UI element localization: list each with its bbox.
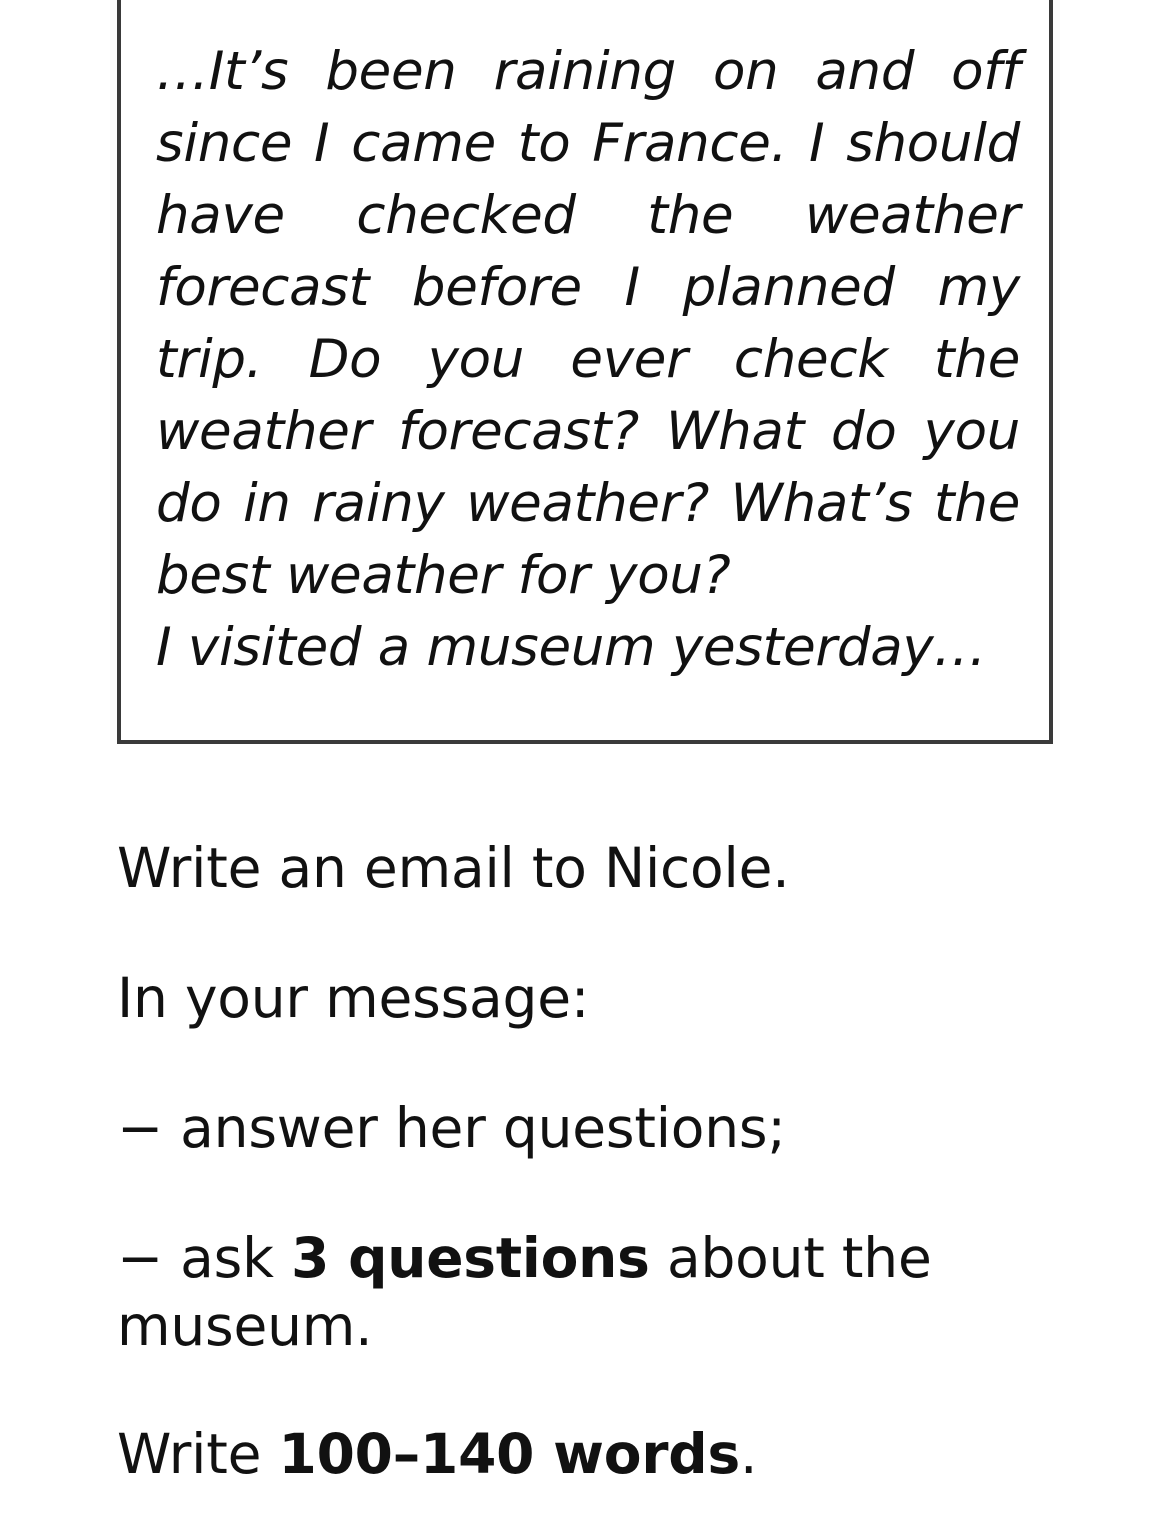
task-word-count	[117, 1420, 1057, 1488]
task-message-heading-text: In your message:	[117, 966, 590, 1030]
task-word-count-prefix: Write	[117, 1422, 279, 1486]
letter-closing-line: I visited a museum yesterday…	[156, 617, 987, 678]
letter-excerpt-text	[156, 36, 1020, 684]
task-bullet-answer-text: − answer her questions;	[117, 1096, 786, 1160]
task-bullet-ask-emphasis: 3 questions	[291, 1226, 650, 1290]
letter-paragraph: …It’s been raining on and off since I came to France. I should have checked the weather forecast before I planned my trip. Do you ever check the weather forecast? What do you do in rainy weather? What’s the best weather for you?	[156, 41, 1020, 606]
task-bullet-ask	[117, 1224, 1057, 1360]
task-bullet-ask-suffix: about the museum.	[117, 1226, 932, 1358]
letter-excerpt-box	[117, 0, 1053, 744]
task-bullet-answer	[117, 1094, 1057, 1162]
task-instruction	[117, 834, 1057, 902]
task-instruction-text: Write an email to Nicole.	[117, 836, 790, 900]
task-message-heading	[117, 964, 1057, 1032]
task-word-count-suffix: .	[740, 1422, 758, 1486]
task-word-count-emphasis: 100–140 words	[278, 1422, 740, 1486]
task-bullet-ask-prefix: − ask	[117, 1226, 292, 1290]
